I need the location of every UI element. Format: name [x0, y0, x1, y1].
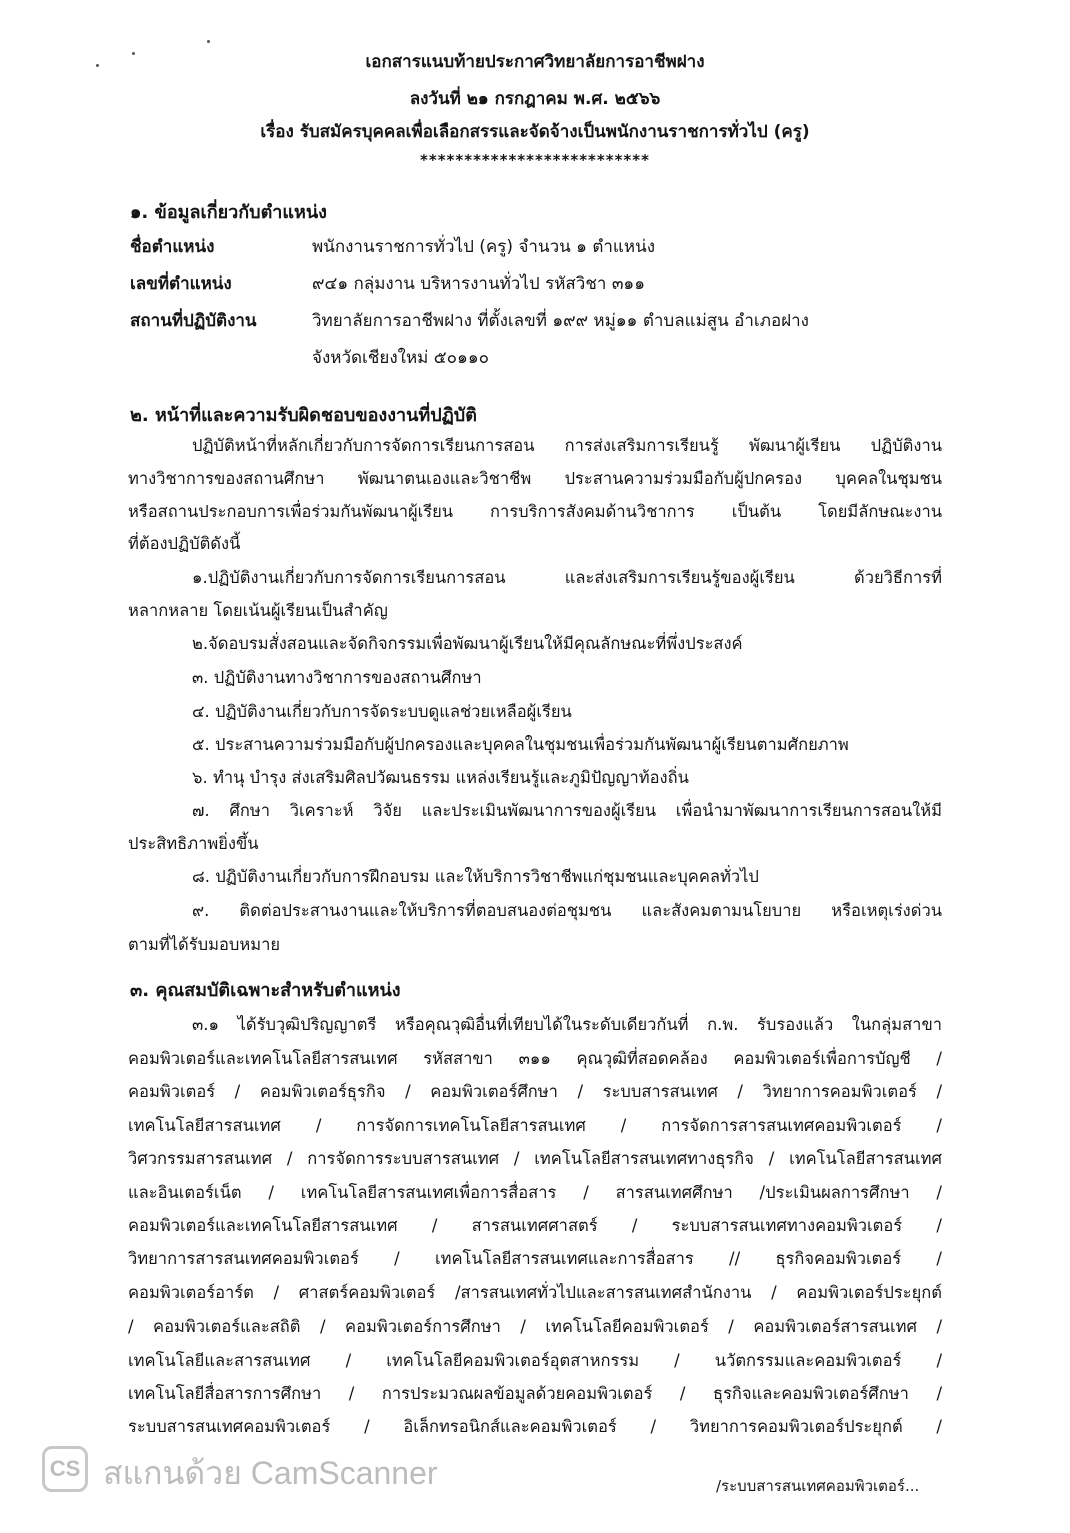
qualification-line: คอมพิวเตอร์ / คอมพิวเตอร์ธุรกิจ / คอมพิวเตอร์ศึกษา / ระบบสารสนเทศ / วิทยาการคอมพิวเตอร์ / [128, 1082, 942, 1101]
section-2-intro-line: หรือสถานประกอบการเพื่อร่วมกันพัฒนาผู้เรียน การบริการสังคมด้านวิชาการ เป็นต้น โดยมีลักษณะงาน [128, 502, 942, 521]
duty-item: ๗. ศึกษา วิเคราะห์ วิจัย และประเมินพัฒนาการของผู้เรียน เพื่อนำมาพัฒนาการเรียนการสอนให้มี [192, 801, 942, 820]
position-number-label: เลขที่ตำแหน่ง [130, 274, 232, 294]
qualification-line: เทคโนโลยีสารสนเทศ / การจัดการเทคโนโลยีสารสนเทศ / การจัดการสารสนเทศคอมพิวเตอร์ / [128, 1116, 942, 1135]
page-continuation: /ระบบสารสนเทศคอมพิวเตอร์... [716, 1477, 920, 1495]
workplace-value: วิทยาลัยการอาชีพฝาง ที่ตั้งเลขที่ ๑๙๙ หมู่๑๑ ตำบลแม่สูน อำเภอฝาง [312, 311, 809, 331]
header-separator: ************************** [420, 151, 650, 169]
duty-item-cont: ประสิทธิภาพยิ่งขึ้น [128, 834, 259, 853]
qualification-line: ระบบสารสนเทศคอมพิวเตอร์ / อิเล็กทรอนิกส์และคอมพิวเตอร์ / วิทยาการคอมพิวเตอร์ประยุกต์ / [128, 1417, 942, 1436]
header-line-2: ลงวันที่ ๒๑ กรกฎาคม พ.ศ. ๒๕๖๖ [409, 89, 661, 109]
section-2-intro-line: ที่ต้องปฏิบัติดังนี้ [128, 534, 241, 553]
position-number-value: ๙๔๑ กลุ่มงาน บริหารงานทั่วไป รหัสวิชา ๓๑๑ [312, 274, 646, 294]
duty-item: ๔. ปฏิบัติงานเกี่ยวกับการจัดระบบดูแลช่วยเหลือผู้เรียน [192, 702, 572, 721]
duty-item: ๒.จัดอบรมสั่งสอนและจัดกิจกรรมเพื่อพัฒนาผู้เรียนให้มีคุณลักษณะที่พึ่งประสงค์ [192, 634, 743, 653]
header-line-3: เรื่อง รับสมัครบุคคลเพื่อเลือกสรรและจัดจ้างเป็นพนักงานราชการทั่วไป (ครู) [260, 122, 810, 142]
duty-item: ๑.ปฏิบัติงานเกี่ยวกับการจัดการเรียนการสอน และส่งเสริมการเรียนรู้ของผู้เรียน ด้วยวิธีการที่ [192, 568, 942, 587]
header-line-1: เอกสารแนบท้ายประกาศวิทยาลัยการอาชีพฝาง [365, 52, 705, 72]
qualification-line: เทคโนโลยีสื่อสารการศึกษา / การประมวณผลข้อมูลด้วยคอมพิวเตอร์ / ธุรกิจและคอมพิวเตอร์ศึกษา / [128, 1384, 942, 1403]
section-3-heading: ๓. คุณสมบัติเฉพาะสำหรับตำแหน่ง [130, 980, 401, 1001]
qualification-line: วิทยาการสารสนเทศคอมพิวเตอร์ / เทคโนโลยีสารสนเทศและการสื่อสาร // ธุรกิจคอมพิวเตอร์ / [128, 1249, 942, 1268]
qualification-line: และอินเตอร์เน็ต / เทคโนโลยีสารสนเทศเพื่อการสื่อสาร / สารสนเทศศึกษา /ประเมินผลการศึกษา / [128, 1183, 942, 1202]
qualification-line: คอมพิวเตอร์และเทคโนโลยีสารสนเทศ / สารสนเทศศาสตร์ / ระบบสารสนเทศทางคอมพิวเตอร์ / [128, 1216, 942, 1235]
position-name-value: พนักงานราชการทั่วไป (ครู) จำนวน ๑ ตำแหน่ง [312, 237, 656, 257]
qualification-line: วิศวกรรมสารสนเทศ / การจัดการระบบสารสนเทศ / เทคโนโลยีสารสนเทศทางธุรกิจ / เทคโนโลยีสารสนเทศ [128, 1149, 942, 1168]
qualification-line: คอมพิวเตอร์อาร์ต / ศาสตร์คอมพิวเตอร์ /สารสนเทศทั่วไปและสารสนเทศสำนักงาน / คอมพิวเตอร์ประยุกต์ [128, 1283, 942, 1302]
position-name-label: ชื่อตำแหน่ง [130, 237, 215, 257]
duty-item: ๙. ติดต่อประสานงานและให้บริการที่ตอบสนองต่อชุมชน และสังคมตามนโยบาย หรือเหตุเร่งด่วน [192, 901, 942, 920]
camscanner-logo-icon: CS [42, 1446, 88, 1492]
duty-item-cont: ตามที่ได้รับมอบหมาย [128, 935, 281, 954]
section-1-heading: ๑. ข้อมูลเกี่ยวกับตำแหน่ง [130, 202, 327, 223]
section-2-intro-line: ทางวิชาการของสถานศึกษา พัฒนาตนเองและวิชาชีพ ประสานความร่วมมือกับผู้ปกครอง บุคคลในชุมชน [128, 469, 942, 488]
qualification-line: คอมพิวเตอร์และเทคโนโลยีสารสนเทศ รหัสสาขา ๓๑๑ คุณวุฒิที่สอดคล้อง คอมพิวเตอร์เพื่อการบัญชี / [128, 1049, 942, 1068]
workplace-label: สถานที่ปฏิบัติงาน [130, 311, 257, 331]
duty-item: ๓. ปฏิบัติงานทางวิชาการของสถานศึกษา [192, 668, 482, 687]
qualification-line: ๓.๑ ได้รับวุฒิปริญญาตรี หรือคุณวุฒิอื่นที่เทียบได้ในระดับเดียวกันที่ ก.พ. รับรองแล้ว ในกลุ่มสาขา [192, 1015, 942, 1034]
duty-item: ๘. ปฏิบัติงานเกี่ยวกับการฝึกอบรม และให้บริการวิชาชีพแก่ชุมชนและบุคคลทั่วไป [192, 867, 759, 886]
qualification-line: เทคโนโลยีและสารสนเทศ / เทคโนโลยีคอมพิวเตอร์อุตสาหกรรม / นวัตกรรมและคอมพิวเตอร์ / [128, 1351, 942, 1370]
duty-item: ๕. ประสานความร่วมมือกับผู้ปกครองและบุคคลในชุมชนเพื่อร่วมกันพัฒนาผู้เรียนตามศักยภาพ [192, 735, 849, 754]
duty-item-cont: หลากหลาย โดยเน้นผู้เรียนเป็นสำคัญ [128, 601, 388, 620]
workplace-address-cont: จังหวัดเชียงใหม่ ๕๐๑๑๐ [312, 348, 489, 368]
duty-item: ๖. ทำนุ บำรุง ส่งเสริมศิลปวัฒนธรรม แหล่งเรียนรู้และภูมิปัญญาท้องถิ่น [192, 768, 689, 787]
section-2-heading: ๒. หน้าที่และความรับผิดชอบของงานที่ปฏิบัติ [130, 405, 477, 426]
section-2-intro-line: ปฏิบัติหน้าที่หลักเกี่ยวกับการจัดการเรียนการสอน การส่งเสริมการเรียนรู้ พัฒนาผู้เรียน ปฏิบัติงาน [192, 436, 942, 455]
scan-speck [207, 40, 210, 43]
camscanner-watermark: สแกนด้วย CamScanner [103, 1455, 438, 1491]
qualification-line: / คอมพิวเตอร์และสถิติ / คอมพิวเตอร์การศึกษา / เทคโนโลยีคอมพิวเตอร์ / คอมพิวเตอร์สารสนเทศ / [128, 1317, 942, 1336]
